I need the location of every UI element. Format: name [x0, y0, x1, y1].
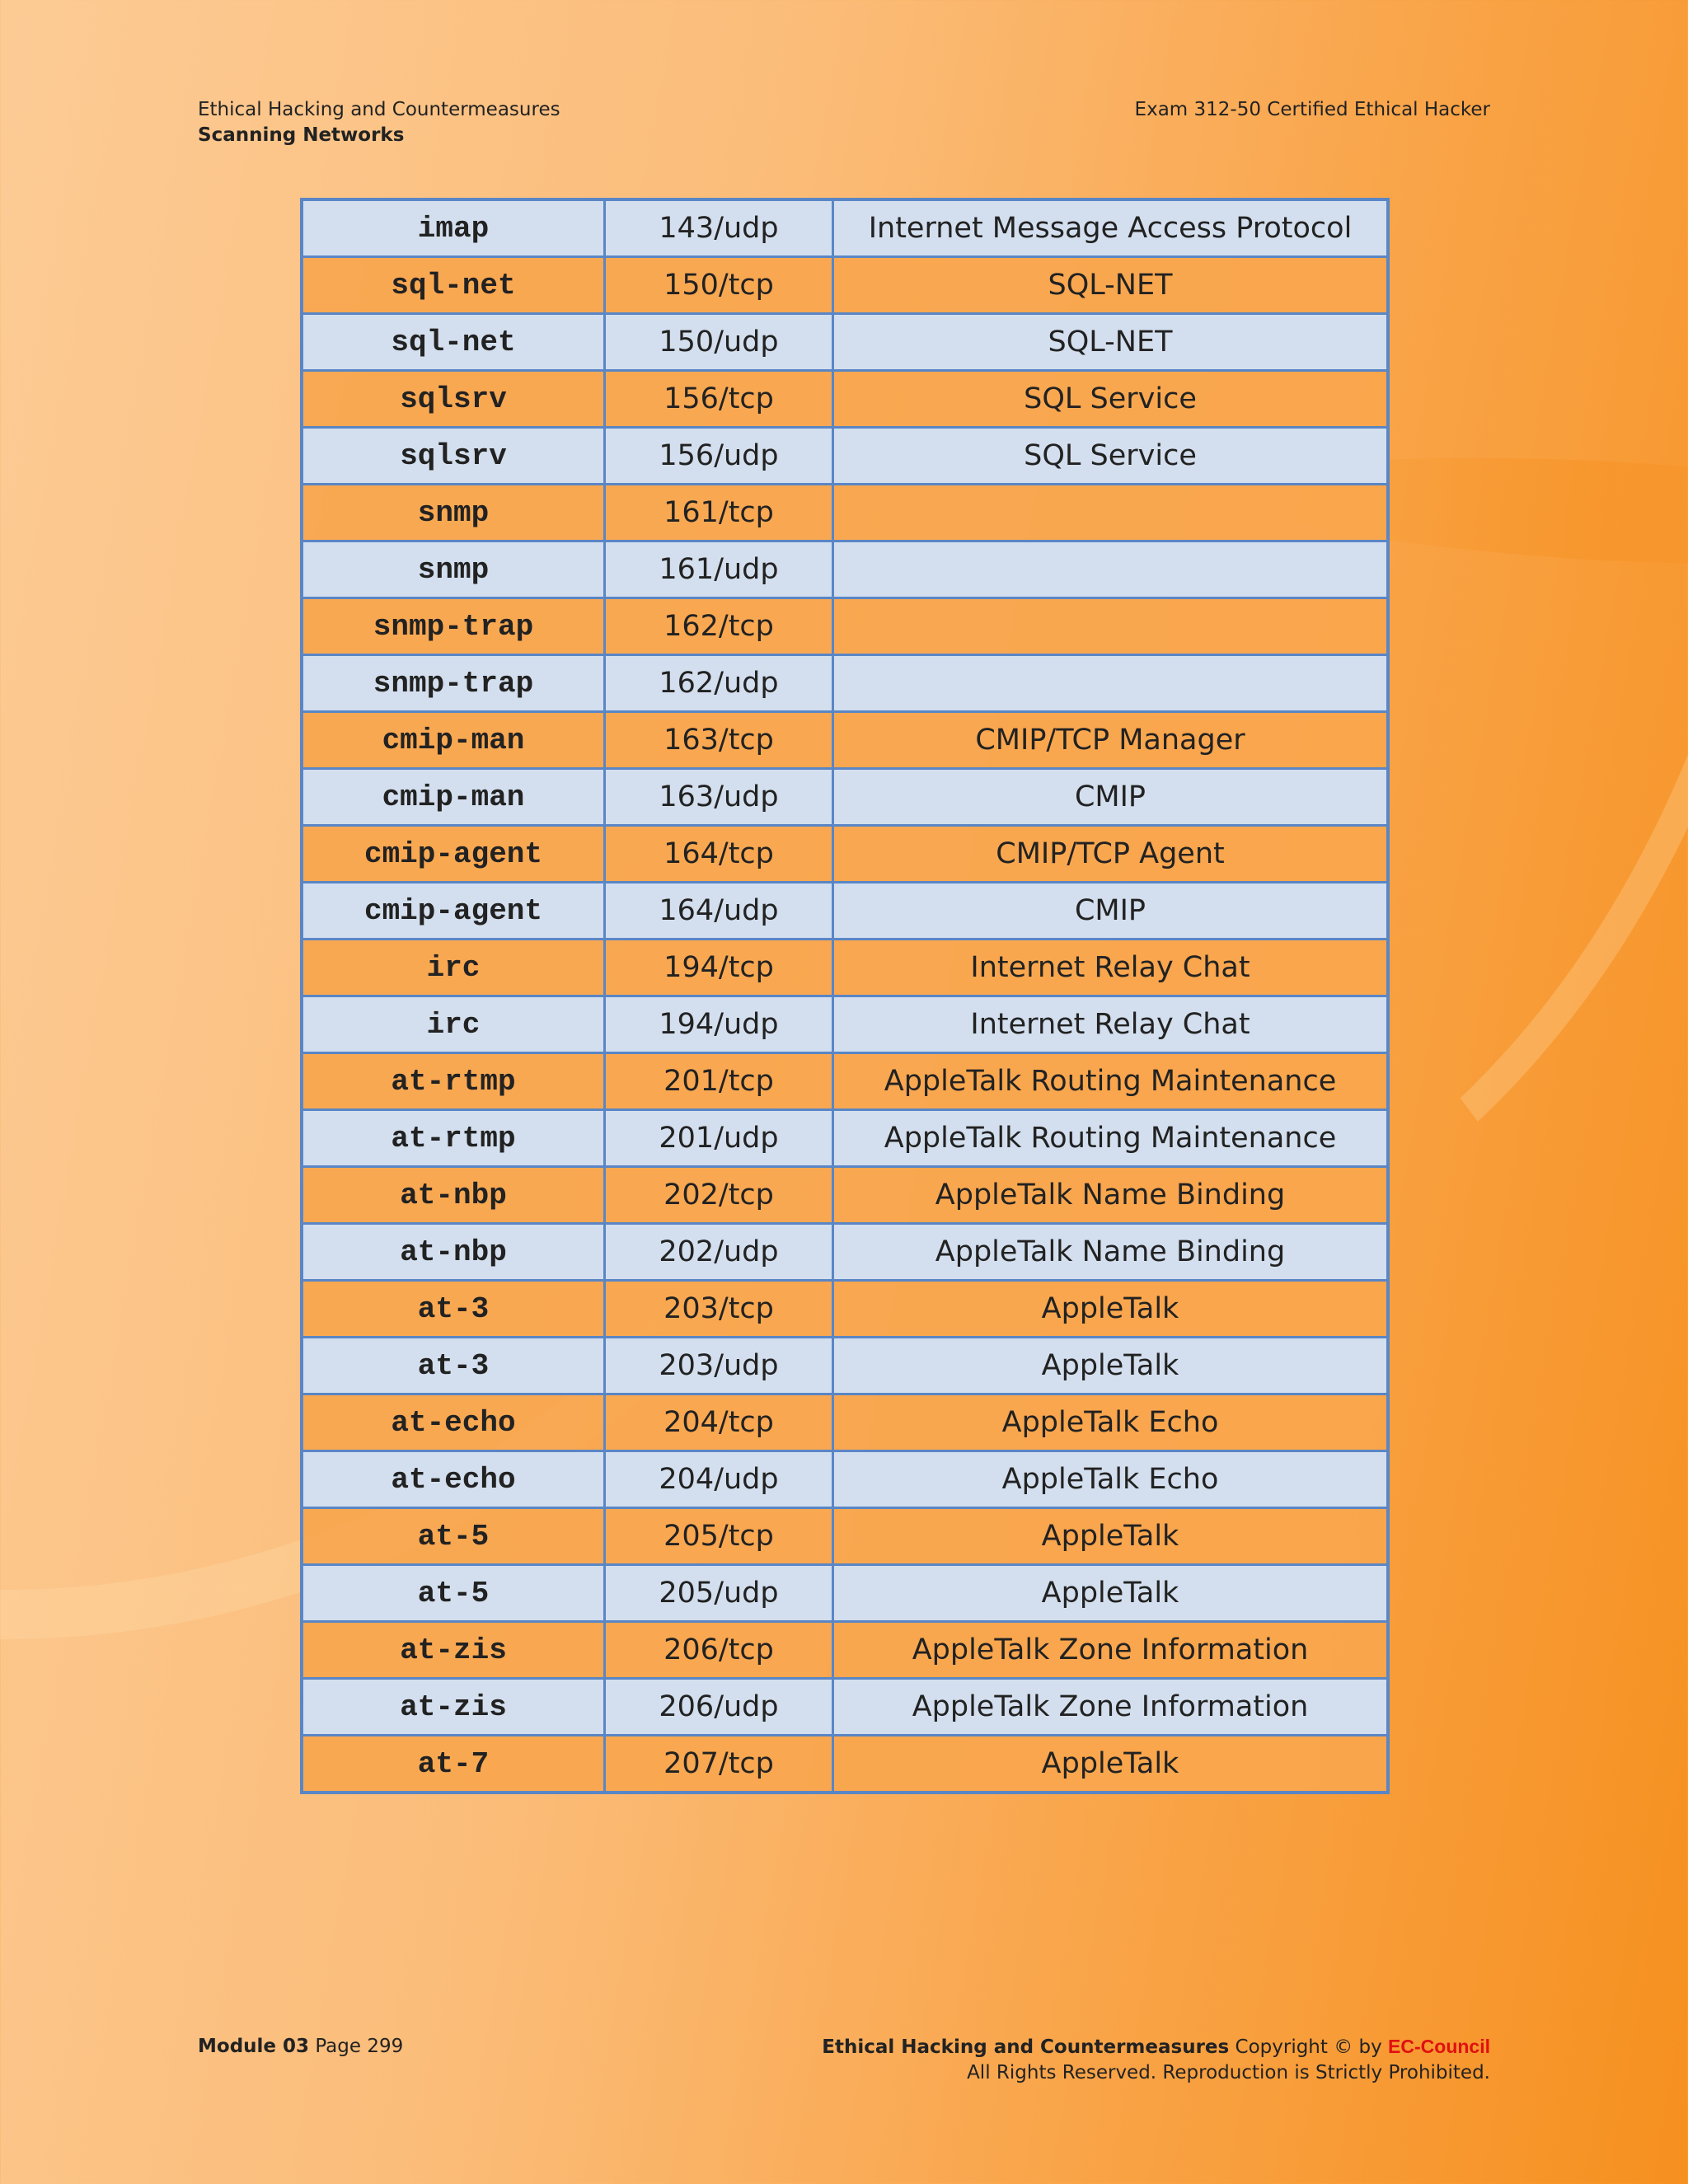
page-footer-right	[822, 2034, 1490, 2086]
port-cell: 202/udp	[605, 1224, 833, 1281]
port-cell: 203/tcp	[605, 1281, 833, 1338]
description-cell: SQL-NET	[833, 257, 1389, 314]
port-cell: 206/udp	[605, 1679, 833, 1736]
port-cell: 194/tcp	[605, 940, 833, 996]
service-name-cell: snmp-trap	[302, 655, 605, 712]
service-name-cell: irc	[302, 996, 605, 1053]
service-name-cell: at-nbp	[302, 1224, 605, 1281]
description-cell: AppleTalk	[833, 1565, 1389, 1622]
port-cell: 163/udp	[605, 769, 833, 826]
port-table-body	[302, 199, 1388, 1793]
service-name-cell: imap	[302, 199, 605, 257]
service-name-cell: irc	[302, 940, 605, 996]
table-row	[302, 1508, 1388, 1565]
footer-course: Ethical Hacking and Countermeasures	[822, 2036, 1230, 2058]
service-name-cell: snmp	[302, 485, 605, 541]
service-name-cell: snmp	[302, 541, 605, 598]
table-row	[302, 428, 1388, 485]
port-cell: 207/tcp	[605, 1736, 833, 1793]
port-cell: 150/udp	[605, 314, 833, 371]
table-row	[302, 1053, 1388, 1110]
header-title: Ethical Hacking and Countermeasures	[198, 99, 560, 120]
description-cell	[833, 598, 1389, 655]
service-name-cell: at-zis	[302, 1622, 605, 1679]
description-cell: CMIP	[833, 769, 1389, 826]
description-cell: AppleTalk Zone Information	[833, 1622, 1389, 1679]
table-row	[302, 1679, 1388, 1736]
service-name-cell: at-zis	[302, 1679, 605, 1736]
description-cell: SQL Service	[833, 428, 1389, 485]
port-cell: 205/udp	[605, 1565, 833, 1622]
table-row	[302, 712, 1388, 769]
port-cell: 163/tcp	[605, 712, 833, 769]
service-name-cell: sqlsrv	[302, 428, 605, 485]
service-name-cell: at-rtmp	[302, 1110, 605, 1167]
table-row	[302, 655, 1388, 712]
port-cell: 206/tcp	[605, 1622, 833, 1679]
description-cell: AppleTalk Echo	[833, 1451, 1389, 1508]
description-cell: SQL-NET	[833, 314, 1389, 371]
description-cell: Internet Relay Chat	[833, 940, 1389, 996]
description-cell: AppleTalk Zone Information	[833, 1679, 1389, 1736]
table-row	[302, 826, 1388, 883]
table-row	[302, 598, 1388, 655]
service-name-cell: at-echo	[302, 1451, 605, 1508]
page-number: Page 299	[315, 2036, 404, 2057]
service-name-cell: at-rtmp	[302, 1053, 605, 1110]
service-name-cell: at-5	[302, 1565, 605, 1622]
page-footer-left	[198, 2034, 403, 2060]
port-table	[300, 198, 1390, 1794]
service-name-cell: sql-net	[302, 257, 605, 314]
table-row	[302, 371, 1388, 428]
port-cell: 202/tcp	[605, 1167, 833, 1224]
description-cell	[833, 541, 1389, 598]
table-row	[302, 769, 1388, 826]
page-header-right	[1135, 97, 1490, 123]
port-cell: 205/tcp	[605, 1508, 833, 1565]
description-cell: Internet Relay Chat	[833, 996, 1389, 1053]
service-name-cell: cmip-man	[302, 769, 605, 826]
footer-copyright: Copyright © by	[1235, 2036, 1382, 2058]
footer-rights: All Rights Reserved. Reproduction is Strictly Prohibited.	[967, 2062, 1490, 2083]
port-cell: 143/udp	[605, 199, 833, 257]
service-name-cell: at-nbp	[302, 1167, 605, 1224]
header-subtitle: Scanning Networks	[198, 124, 405, 146]
description-cell: AppleTalk Routing Maintenance	[833, 1053, 1389, 1110]
table-row	[302, 940, 1388, 996]
table-row	[302, 996, 1388, 1053]
port-cell: 156/tcp	[605, 371, 833, 428]
description-cell: AppleTalk Routing Maintenance	[833, 1110, 1389, 1167]
port-cell: 150/tcp	[605, 257, 833, 314]
description-cell: AppleTalk Name Binding	[833, 1224, 1389, 1281]
table-row	[302, 1451, 1388, 1508]
table-row	[302, 541, 1388, 598]
port-cell: 204/udp	[605, 1451, 833, 1508]
service-name-cell: at-3	[302, 1281, 605, 1338]
table-row	[302, 1167, 1388, 1224]
table-row	[302, 1565, 1388, 1622]
table-row	[302, 1736, 1388, 1793]
port-cell: 201/udp	[605, 1110, 833, 1167]
table-row	[302, 257, 1388, 314]
service-name-cell: cmip-man	[302, 712, 605, 769]
service-name-cell: cmip-agent	[302, 883, 605, 940]
port-cell: 203/udp	[605, 1338, 833, 1394]
table-row	[302, 1394, 1388, 1451]
description-cell: AppleTalk Echo	[833, 1394, 1389, 1451]
table-row	[302, 485, 1388, 541]
description-cell: AppleTalk Name Binding	[833, 1167, 1389, 1224]
page-header-left	[198, 97, 560, 148]
service-name-cell: sql-net	[302, 314, 605, 371]
port-cell: 204/tcp	[605, 1394, 833, 1451]
table-row	[302, 1338, 1388, 1394]
port-cell: 156/udp	[605, 428, 833, 485]
service-name-cell: at-5	[302, 1508, 605, 1565]
description-cell: AppleTalk	[833, 1508, 1389, 1565]
module-label: Module 03	[198, 2036, 310, 2057]
description-cell: CMIP/TCP Manager	[833, 712, 1389, 769]
description-cell: AppleTalk	[833, 1281, 1389, 1338]
table-row	[302, 1622, 1388, 1679]
port-cell: 194/udp	[605, 996, 833, 1053]
port-cell: 162/tcp	[605, 598, 833, 655]
ec-council-logo: EC-Council	[1388, 2036, 1490, 2057]
service-name-cell: snmp-trap	[302, 598, 605, 655]
table-row	[302, 1224, 1388, 1281]
port-cell: 164/udp	[605, 883, 833, 940]
exam-title: Exam 312-50 Certified Ethical Hacker	[1134, 99, 1490, 120]
description-cell	[833, 655, 1389, 712]
table-row	[302, 1110, 1388, 1167]
port-cell: 161/tcp	[605, 485, 833, 541]
description-cell	[833, 485, 1389, 541]
description-cell: CMIP	[833, 883, 1389, 940]
port-cell: 162/udp	[605, 655, 833, 712]
table-row	[302, 883, 1388, 940]
port-cell: 161/udp	[605, 541, 833, 598]
description-cell: SQL Service	[833, 371, 1389, 428]
service-name-cell: at-7	[302, 1736, 605, 1793]
service-name-cell: at-echo	[302, 1394, 605, 1451]
service-name-cell: cmip-agent	[302, 826, 605, 883]
description-cell: AppleTalk	[833, 1338, 1389, 1394]
port-cell: 164/tcp	[605, 826, 833, 883]
service-name-cell: sqlsrv	[302, 371, 605, 428]
description-cell: CMIP/TCP Agent	[833, 826, 1389, 883]
table-row	[302, 1281, 1388, 1338]
port-cell: 201/tcp	[605, 1053, 833, 1110]
table-row	[302, 314, 1388, 371]
service-name-cell: at-3	[302, 1338, 605, 1394]
description-cell: AppleTalk	[833, 1736, 1389, 1793]
description-cell: Internet Message Access Protocol	[833, 199, 1389, 257]
table-row	[302, 199, 1388, 257]
